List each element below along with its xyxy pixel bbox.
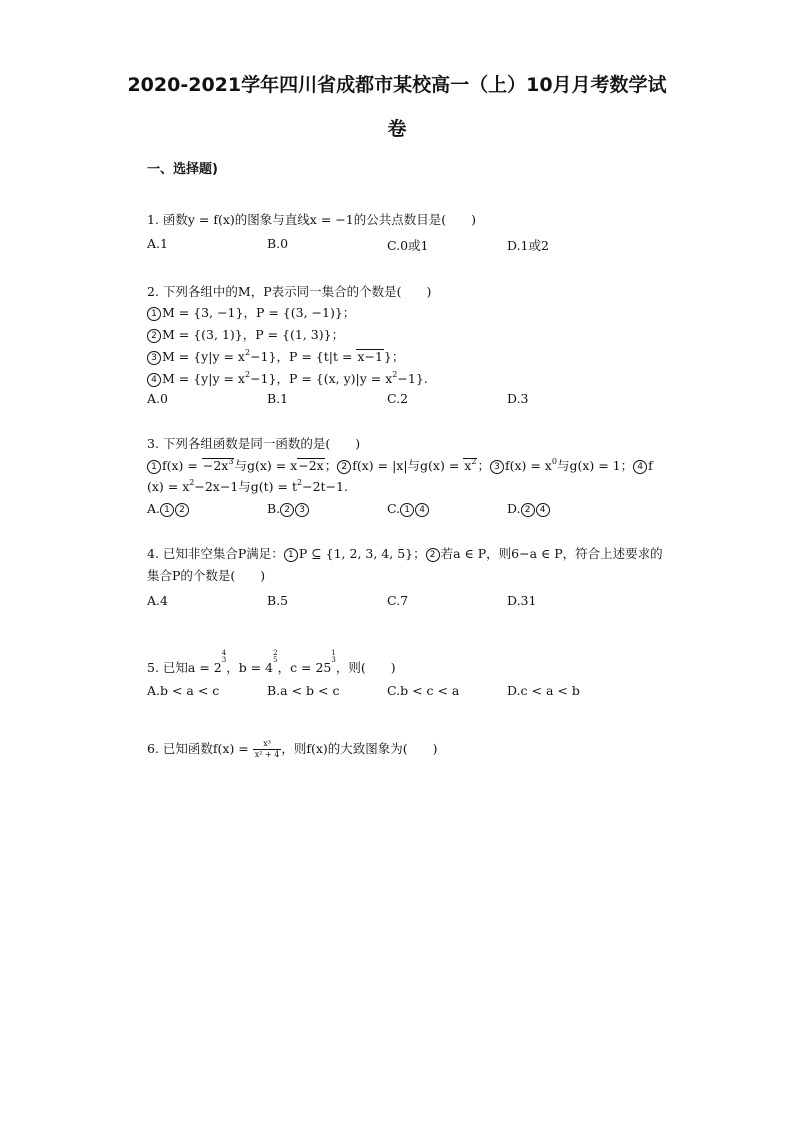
circled-number: 3	[490, 460, 504, 474]
q5-option-d: D.c < a < b	[507, 683, 580, 698]
circled-number: 2	[337, 460, 351, 474]
exponent: 2	[471, 457, 477, 466]
circled-number: 3	[147, 351, 161, 365]
q5-text: 5. 已知a = 2	[147, 660, 222, 675]
q2-item-2-text: M = {(3, 1)}，P = {(1, 3)}；	[162, 327, 345, 342]
q2-item-4-text-a: M = {y|y = x	[162, 371, 245, 386]
exponent-numerator: 1	[331, 649, 336, 657]
q5-option-a: A.b < a < c	[147, 683, 220, 698]
option-letter: D.	[507, 501, 521, 516]
q6-text: ，则f(x)的大致图象为( )	[281, 741, 438, 756]
circled-number: 2	[147, 329, 161, 343]
q3-text: x	[464, 458, 472, 473]
circled-number: 4	[147, 373, 161, 387]
q1-option-b: B.0	[267, 236, 289, 251]
q3-text: 与g(x) = x	[234, 458, 298, 473]
q2-item-3-text-a: M = {y|y = x	[162, 349, 245, 364]
exponent-denominator: 5	[273, 656, 278, 664]
q3-option-b	[267, 501, 310, 517]
q1-option-d: D.1或2	[507, 238, 549, 253]
exponent: 2	[297, 478, 303, 487]
exponent: 0	[551, 457, 557, 466]
question-3-stem: 3. 下列各组函数是同一函数的是( )	[147, 436, 361, 451]
question-5-stem	[147, 650, 396, 676]
circled-number: 2	[426, 548, 440, 562]
q3-text: −2x	[202, 458, 229, 473]
question-1-stem: 1. 函数y = f(x)的图象与直线x = −1的公共点数目是( )	[147, 212, 476, 227]
q2-option-d: D.3	[507, 391, 529, 406]
q2-item-1	[147, 305, 355, 321]
q3-text: −2t−1.	[302, 479, 348, 494]
q5-text: ，c = 25	[277, 660, 332, 675]
q3-text: f(x) = |x|与g(x) =	[352, 458, 464, 473]
q3-items-line1	[147, 458, 653, 474]
q3-option-a	[147, 501, 190, 517]
q2-item-3	[147, 349, 404, 365]
circled-number: 2	[175, 503, 189, 517]
q4-option-b: B.5	[267, 593, 289, 608]
q4-text: 4. 已知非空集合P满足：	[147, 546, 284, 561]
circled-number: 4	[415, 503, 429, 517]
q3-text: f(x) = x	[504, 458, 552, 473]
sqrt-radical: −2x	[298, 458, 324, 473]
option-letter: B.	[267, 501, 281, 516]
exam-title-line2: 卷	[387, 118, 407, 140]
q3-items-line2	[147, 479, 348, 495]
question-6-stem	[147, 739, 438, 760]
circled-number: 3	[295, 503, 309, 517]
sqrt-radical: x−1	[357, 349, 383, 364]
q2-option-c: C.2	[387, 391, 409, 406]
q5-option-b: B.a < b < c	[267, 683, 340, 698]
option-letter: C.	[387, 501, 401, 516]
q1-option-c: C.0或1	[387, 238, 429, 253]
q5-text: ，b = 4	[226, 660, 274, 675]
circled-number: 1	[284, 548, 298, 562]
circled-number: 4	[633, 460, 647, 474]
circled-number: 4	[536, 503, 550, 517]
fraction-denominator: x² + 4	[254, 750, 280, 759]
exponent-denominator: 3	[221, 656, 227, 664]
q3-text: ；	[477, 458, 490, 473]
q2-item-3-text-d: }；	[383, 349, 405, 364]
q2-item-4-text-c: −1}.	[397, 371, 428, 386]
q3-text: ；	[324, 458, 338, 473]
q3-text: 与g(x) = 1；	[556, 458, 634, 473]
q6-text: 6. 已知函数f(x) =	[147, 741, 253, 756]
sqrt-radical	[463, 458, 477, 473]
q3-text: f(x) =	[162, 458, 202, 473]
q1-option-a: A.1	[147, 236, 168, 251]
q5-option-c: C.b < c < a	[387, 683, 460, 698]
q4-text: 若a ∈ P，则6−a ∈ P，符合上述要求的	[440, 546, 663, 561]
fraction-numerator: x³	[253, 739, 282, 750]
exponent: 2	[189, 478, 195, 487]
q3-text: f	[648, 458, 653, 473]
q4-option-a: A.4	[147, 593, 168, 608]
exponent: 2	[244, 348, 251, 357]
q2-item-1-text: M = {3, −1}，P = {(3, −1)}；	[162, 305, 356, 320]
q2-option-a: A.0	[147, 391, 168, 406]
q3-option-d	[507, 501, 551, 517]
question-4-stem-line2: 集合P的个数是( )	[147, 568, 266, 583]
question-4-stem-line1	[147, 546, 663, 562]
q4-option-d: D.31	[507, 593, 537, 608]
q2-item-2	[147, 327, 344, 343]
q2-item-3-text-b: −1}，P = {t|t =	[250, 349, 357, 364]
q3-text: (x) = x	[147, 479, 190, 494]
section-heading: 一、选择题)	[147, 162, 218, 177]
circled-number: 1	[160, 503, 174, 517]
q4-text: P ⊆ {1, 2, 3, 4, 5}；	[298, 546, 426, 561]
sqrt-radical	[202, 458, 235, 473]
q2-item-4-text-b: −1}，P = {(x, y)|y = x	[250, 371, 393, 386]
exponent-numerator: 2	[273, 649, 278, 657]
circled-number: 1	[400, 503, 414, 517]
circled-number: 1	[147, 460, 161, 474]
exponent: 2	[392, 370, 398, 379]
option-letter: A.	[147, 501, 161, 516]
question-2-stem: 2. 下列各组中的M，P表示同一集合的个数是( )	[147, 284, 432, 299]
exponent-numerator: 4	[221, 649, 227, 657]
exponent: 3	[228, 457, 234, 466]
fraction	[253, 739, 282, 760]
q5-text: ，则( )	[335, 660, 396, 675]
exponent: 2	[244, 370, 251, 379]
exam-title-line1: 2020-2021学年四川省成都市某校高一（上）10月月考数学试	[127, 74, 667, 96]
q2-item-4	[147, 371, 428, 387]
q2-option-b: B.1	[267, 391, 289, 406]
exponent-denominator: 3	[331, 656, 336, 664]
q3-option-c	[387, 501, 430, 517]
q4-option-c: C.7	[387, 593, 409, 608]
circled-number: 2	[521, 503, 535, 517]
circled-number: 1	[147, 307, 161, 321]
circled-number: 2	[280, 503, 294, 517]
q3-text: −2x−1与g(t) = t	[194, 479, 297, 494]
